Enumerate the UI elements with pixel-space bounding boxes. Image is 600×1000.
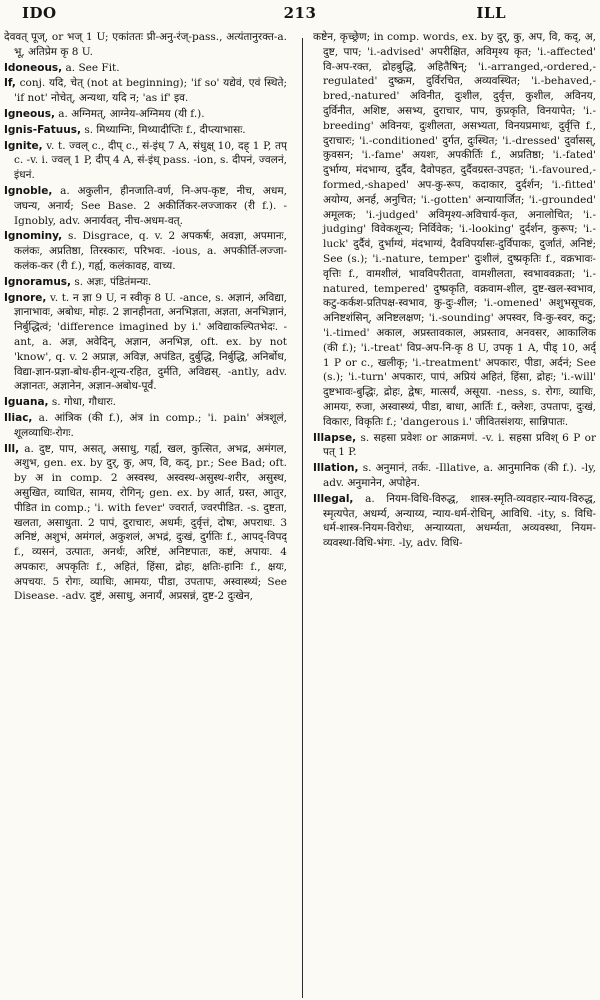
header-right-guide-word: ILL — [476, 4, 506, 22]
entry-definition: a. अकुलीन, हीनजाति-वर्ण, नि-अप-कृष्ट, नीच, अधम, जघन्य, अनार्य; See Base. 2 अकीर्तिकर-लज्जाकर (री f.). -Ignobly, adv. अनार्यवत्, नीच-अधम-वत्. — [14, 184, 287, 227]
header-left-guide-word: IDO — [22, 4, 57, 22]
entry-definition: देववत् पूज्, or भज् 1 U; एकांततः प्री-अनु-रंज्-pass., अत्यंतानुरक्त-a. भू, अतिप्रेम कृ 8 U. — [4, 31, 287, 58]
entry-headword: Igneous, — [4, 107, 55, 120]
entry-headword: Illation, — [313, 462, 359, 475]
column-divider — [302, 38, 303, 998]
entry-headword: If, — [4, 77, 16, 90]
dictionary-entry — [313, 492, 596, 551]
dictionary-entry — [4, 395, 287, 410]
entry-headword: Ill, — [4, 442, 20, 455]
entry-definition: s. अनुमानं, तर्कः. -Illative, a. आनुमानिक (की f.). -ly, adv. अनुमानेन, अपोहेन. — [323, 462, 596, 489]
dictionary-entry — [4, 291, 287, 395]
dictionary-entry — [313, 30, 596, 430]
entry-headword: Iliac, — [4, 411, 33, 424]
page-number: 213 — [283, 4, 317, 22]
entry-definition: conj. यदि, चेत् (not at beginning); 'if so' यद्येवं, एवं स्थिते; 'if not' नोचेत्, अन्यथा, यदि न; 'as if' इव. — [14, 77, 287, 105]
dictionary-entry — [4, 30, 287, 60]
entry-definition: s. मिथ्याग्निः, मिथ्यादीप्तिः f., दीप्त्याभासः. — [84, 123, 246, 136]
entry-definition: v. t. न ज्ञा 9 U, न स्वीकृ 8 U. -ance, s. अज्ञानं, अविद्या, ज्ञानाभावः, अबोधः, मोहः. 2 ज्ञानहीनता, अनभिज्ञता, अज्ञता, अनभिज्ञानं, निर्बुद्धित्वं; 'difference imagined by i.' अविद्याकल्पितभेदः. -ant, a. अज्ञ, अवेदिन्, अज्ञान, अनभिज्ञ, oft. ex. by not 'know', q. v. 2 अप्राज्ञ, अविज्ञ, अपंडित, दुर्बुद्धि, निर्बुद्धि, अनिर्बोध, विद्या-ज्ञान-प्रज्ञा-बोध-हीन-शून्य-रहित, दुर्मति, अविद्यस्. -antly, adv. अज्ञानतः, अज्ञानेन, अज्ञान-अबोध-पूर्वं. — [14, 291, 287, 393]
dictionary-entry — [4, 184, 287, 228]
entry-headword: Ignite, — [4, 139, 43, 152]
dictionary-entry — [4, 229, 287, 273]
entry-definition: कष्टेन, कृच्छ्रेण; in comp. words, ex. by दुर्, कु, अप, वि, कद्, अ, दुष्ट, पाप; 'i.-advised' अपरीक्षित, अविमृश्य कृत; 'i.-affected' वि-अप-रक्त, द्रोहबुद्धि, अहितैषिन्; 'i.-arranged,-ordered,-regulated' दुष्क्रम, दुर्विरचित, अव्यवस्थित; 'i.-behaved,-bred,-natured' अविनीत, दुःशील, दुर्वृत्त, कुशील, अविनय, दुर्विनीत, अशिष्ट, असभ्य, दुराचार, पाप, कुप्रकृति, विनयापेत; 'i.-breeding' अविनयः, दुःशीलता, असभ्यता, विनयप्रमाथः, दुर्वृत्ति f., दुराचारः; 'i.-conditioned' दुर्गत, दुःस्थित; 'i.-dressed' दुर्वासस्, कुवसन; 'i.-fame' अयशः, अपकीर्तिः f., अप्रतिष्ठा; 'i.-fated' दुर्भाग्य, मंदभाग्य, दुर्दैव, दैवोपहत, दुर्दैवग्रस्त-उपहत; 'i.-favoured,-formed,-shaped' अप-कु-रूप, कदाकार, दुर्दर्शन; 'i.-fitted' अयोग्य, अनर्ह, अनुचित; 'i.-gotten' अन्यायार्जित; 'i.-grounded' अमूलक; 'i.-judged' अविमृश्य-अविचार्य-कृत, अनालोचित; 'i.-judging' विवेकशून्य; निर्विवेक; 'i.-looking' दुर्दर्शन, कुरूप; 'i.-luck' दुर्दैवं, दुर्भाग्यं, मंदभाग्यं, दैवविपर्यासः-दुर्विपाकः, दुर्जातं, अनिष्टं; See (s.); 'i.-nature, temper' दुःशीलं, दुष्प्रकृतिः f., वक्रभावः-वृत्तिः f., वामशीलं, भावविपरीतता, वामशीलता, स्वभाववक्रता; 'i.-natured, tempered' दुष्प्रकृति, वक्रवाम-शील, दुष्ट-खल-स्वभाव, कटु-कर्कश-प्रतिपक्ष-स्वभाव, कु-दुः-शील; 'i.-omened' अशुभसूचक, अनिष्टशंसिन्, अनिष्टलक्षण; 'i.-sounding' अपस्वर, वि-कु-स्वर, कटु; 'i.-timed' अकाल, अप्रस्तावकाल, अप्रस्ताव, अनवसर, आकालिक (की f.); 'i.-treat' विप्र-अप-नि-कृ 8 U, उपकृ 1 A, पीड् 10, अर्द् 1 P or c., खलीकृ; 'i.-treatment' अपकारः, पीडा, अर्दनं; See (s.); 'i.-turn' अपकारः, पापं, अप्रियं अहितं, हिंसा, द्रोहः; 'i.-will' दुष्टभावः-बुद्धिः, द्रोहः, द्वेषः, मात्सर्यं, असूया. -ness, s. रोगः, व्याधिः, आमयः, रुजा, अस्वास्थ्यं, पीडा, बाधा, आर्तिः f., क्लेशः, उपतापः, दुःखं, विकारः, विकृतिः f.; 'dangerous i.' जीवितसंशयः, सान्निपातः. — [313, 31, 596, 428]
entry-headword: Iguana, — [4, 396, 49, 409]
entry-definition: s. अज्ञः, पंडितंमन्यः. — [74, 275, 152, 288]
entry-definition: v. t. ज्वल् c., दीप् c., सं-इंध् 7 A, संधुक्ष् 10, दह् 1 P, तप् c. -v. i. ज्वल् 1 P, दीप् 4 A, सं-इंध् pass. -ion, s. दीपनं, ज्वलनं, इंधनं. — [14, 139, 287, 182]
entry-headword: Ignoramus, — [4, 275, 72, 288]
entry-headword: Ignis-Fatuus, — [4, 123, 81, 136]
dictionary-entry — [4, 76, 287, 106]
entry-definition: a. अग्निमत्, आग्नेय-अग्निमय (यी f.). — [58, 107, 205, 120]
page-header — [0, 0, 600, 30]
dictionary-entry — [4, 107, 287, 122]
entry-definition: s. Disgrace, q. v. 2 अपकर्षः, अवज्ञा, अपमानः, कलंकः, अप्रतिष्ठा, तिरस्कारः, परिभवः. -ious, a. अपकीर्ति-लज्जा-कलंक-कर (री f.), गर्ह्य, कलंकावह, वाच्य. — [14, 230, 287, 272]
entry-headword: Ignoble, — [4, 184, 53, 197]
right-column — [313, 30, 596, 996]
entry-definition: a. नियम-विधि-विरुद्ध, शास्त्र-स्मृति-व्यवहार-न्याय-विरुद्ध, स्मृत्यपेत, अधर्म्य, अन्याय्य, न्याय-धर्म-रोधिन्, आविधि. -ity, s. विधि-धर्म-शास्त्र-नियम-विरोधः, अन्याय्यता, अधर्म्यता, अव्यवस्था, नियम-व्यवस्था-विधि-भंगः. -ly, adv. विधि- — [323, 492, 596, 550]
dictionary-entry — [4, 139, 287, 183]
entry-definition: a. See Fit. — [65, 61, 120, 74]
dictionary-entry — [4, 61, 287, 76]
dictionary-entry — [4, 442, 287, 605]
entry-headword: Illapse, — [313, 431, 357, 444]
entry-definition: s. सहसा प्रवेशः or आक्रमणं. -v. i. सहसा प्रविश् 6 P or पत् 1 P. — [323, 431, 596, 459]
left-column — [4, 30, 287, 996]
entry-headword: Idoneous, — [4, 61, 63, 74]
dictionary-entry — [4, 123, 287, 138]
dictionary-entry — [313, 461, 596, 491]
dictionary-entry — [4, 275, 287, 290]
entry-definition: s. गोधा, गौधारः. — [51, 396, 116, 409]
entry-headword: Ignore, — [4, 291, 47, 304]
entry-definition: a. दुष्ट, पाप, असत्, असाधु, गर्ह्य, खल, कुत्सित, अभद्र, अमंगल, अशुभ, gen. ex. by दुर्, कु, अप, वि, कद्, pr.; See Bad; oft. by अ in comp. 2 अस्वस्थ, अस्वस्थ-असुस्थ-शरीर, असुस्थ, असुखित, व्याधित, सामय, रोगिन्; gen. ex. by आर्त, ग्रस्त, आतुर, पीडित in comp.; 'i. with fever' ज्वरार्त, ज्वरपीडित. -s. दुष्टता, खलता, असाधुता. 2 पापं, दुराचारः, अधर्मः, दुर्वृत्तं, दोषः, अपराधः. 3 अनिष्टं, अशुभं, अमंगलं, अकुशलं, अभद्रं, दुःखं, दुर्गतिः f., आपद्-विपद् f., व्यसनं, उत्पातः, अनर्थः, अरिष्टं, अनिष्टपातः, कष्टं, अपायः. 4 अपकारः, अपकृतिः f., अहितं, हिंसा, द्रोहः, क्षतिः-हानिः f., क्षयः, अपचयः. 5 रोगः, व्याधिः, आमयः, पीडा, उपतापः, अस्वास्थ्यं; See Disease. -adv. दुष्टं, असाधु, अनार्यं, अप्रसन्नं, दुष्ट-2 दुःखेन, — [14, 442, 287, 603]
entry-headword: Illegal, — [313, 492, 354, 505]
entry-definition: a. आंत्रिक (की f.), अंत्र in comp.; 'i. pain' अंत्रशूलं, शूलव्याधिः-रोगः. — [14, 411, 287, 439]
dictionary-entry — [4, 411, 287, 441]
dictionary-entry — [313, 431, 596, 461]
entry-headword: Ignominy, — [4, 230, 63, 243]
